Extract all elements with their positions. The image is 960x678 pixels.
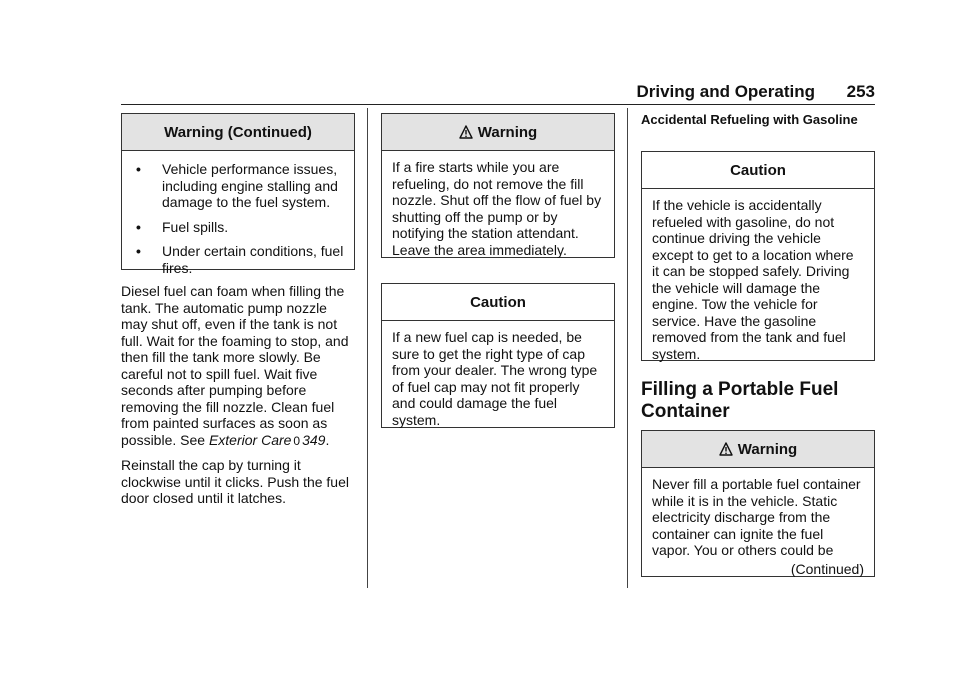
body-text-col1	[121, 283, 357, 515]
list-item: • Vehicle performance issues, including engine stalling and damage to the fuel system.	[136, 161, 338, 210]
column-divider	[367, 108, 368, 588]
warning-bullet-list	[132, 161, 344, 276]
exterior-care-link[interactable]: Exterior Care	[208, 431, 292, 448]
heading-portable-fuel-container: Filling a Portable Fuel Container	[641, 379, 839, 422]
warning-title: Warning	[642, 431, 874, 468]
caution-title: Caution	[642, 152, 874, 189]
page-ref-number: 349	[302, 431, 326, 448]
list-item: • Under certain conditions, fuel fires.	[136, 243, 344, 276]
column-divider	[627, 108, 628, 588]
warning-box-fire	[381, 113, 615, 258]
caution-box-fuel-cap	[381, 283, 615, 428]
warning-triangle-icon	[719, 442, 733, 456]
caution-body: If the vehicle is accidentally refueled with gasoline, do not continue driving the vehicle except to get to a location where it can be stopped safely. Driving the vehicle will damage the engine. Tow the vehicle for service. Have the gasoline removed from the tank and fuel system.	[652, 197, 854, 362]
warning-body: If a fire starts while you are refueling, do not remove the fill nozzle. Shut off the flow of fuel by shutting off the pump or by notifying the station attendant. Leave the area immediately.	[392, 159, 602, 258]
section-title: Driving and Operating	[636, 82, 815, 101]
page-header	[121, 82, 875, 105]
subheading-accidental-refueling: Accidental Refueling with Gasoline	[641, 112, 858, 127]
caution-body: If a new fuel cap is needed, be sure to get the right type of cap from your dealer. The wrong type of fuel cap may not fit properly and could damage the fuel system.	[392, 329, 598, 428]
caution-title: Caution	[382, 284, 614, 321]
list-item: • Fuel spills.	[136, 218, 229, 235]
warning-continued-box	[121, 113, 355, 276]
warning-continued-title: Warning (Continued)	[122, 114, 354, 151]
page-ref-icon: 0	[293, 433, 301, 448]
diesel-foam-paragraph: Diesel fuel can foam when filling the tank. The automatic pump nozzle may shut off, even if the tank is not full. Wait for the foaming to stop, and then fill the tank more slowly. Be careful not to spill fuel. Wait five seconds after pumping before removing the fill nozzle. Clean fuel from painted surfaces as soon as possible. See Exterior Care 0 349.	[121, 283, 349, 448]
page-number: 253	[846, 82, 875, 101]
continued-label: (Continued)	[790, 560, 864, 577]
warning-box-portable-container	[641, 430, 875, 577]
warning-title: Warning	[382, 114, 614, 151]
caution-box-gasoline	[641, 151, 875, 361]
warning-triangle-icon	[459, 125, 473, 139]
warning-body: Never fill a portable fuel container while it is in the vehicle. Static electricity discharge from the container can ignite the fuel vapor. You or others could be	[652, 476, 861, 558]
reinstall-cap-paragraph: Reinstall the cap by turning it clockwise until it clicks. Push the fuel door closed until it latches.	[121, 457, 349, 506]
